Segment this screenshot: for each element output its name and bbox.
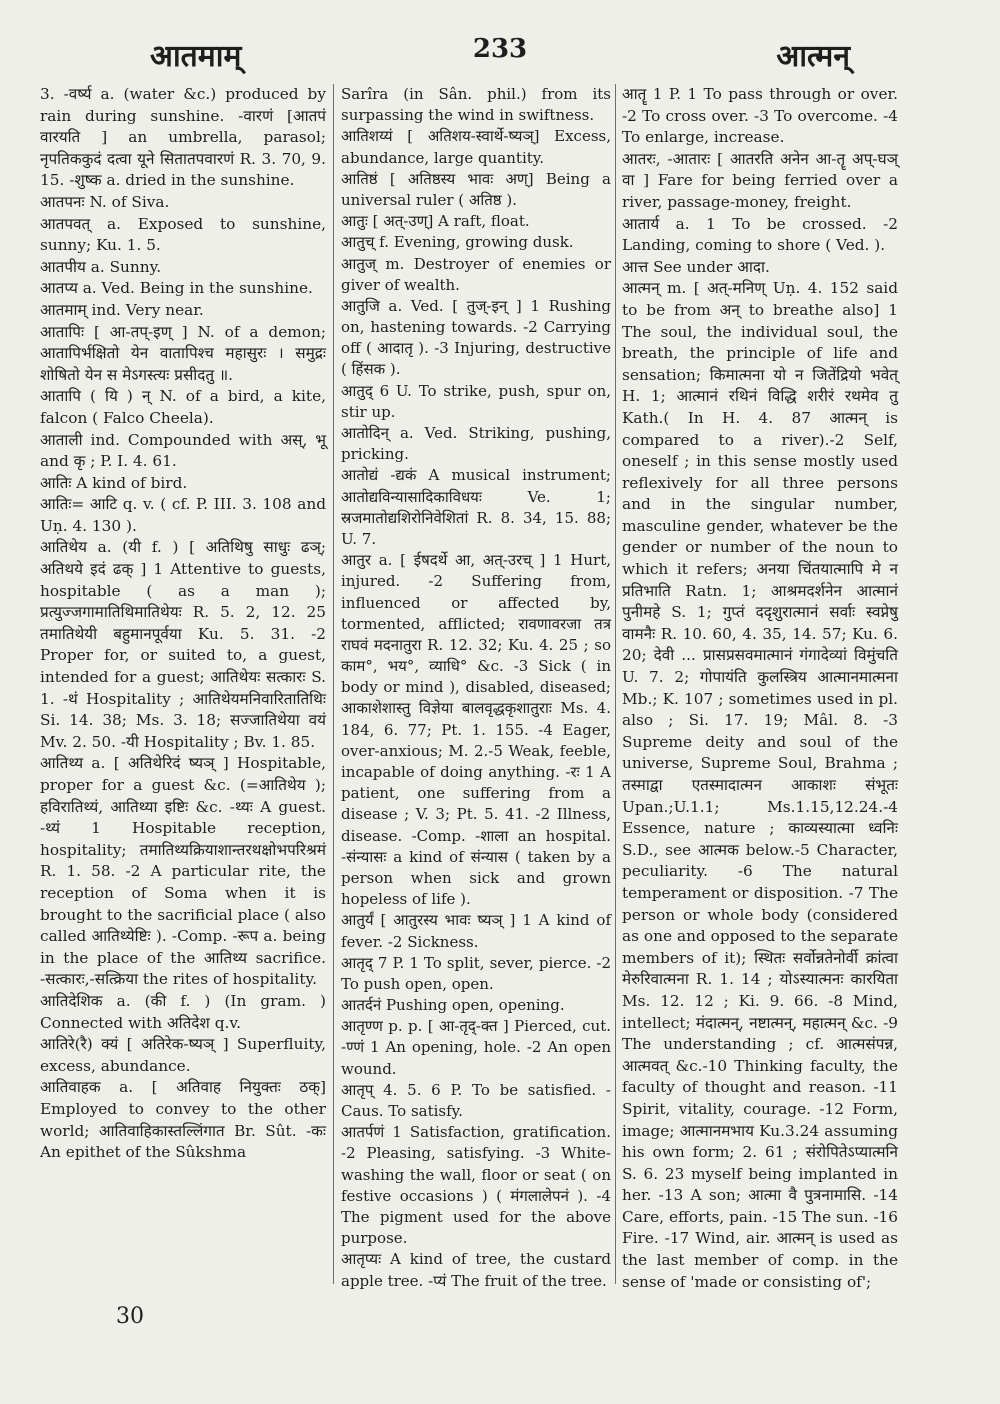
dictionary-entry: आतिदेशिक a. (की f. ) (In gram. ) Connected with अतिदेश q.v. [40,991,326,1032]
dictionary-entry: आत्मन् m. [ अत्-मनिण् Uṇ. 4. 152 said to be from अन् to breathe also] 1 The soul, the individual soul, the breath, the principle of life and sensation; किमात्मना यो न जितेंद्रियो भवेत् H. 1; आत्मानं रथिनं विद्धि शरीरं रथमेव तु Kath.( In H. 4. 87 आत्मन् is compared to a river).-2 Self, oneself ; in this sense mostly used reflexively for all three persons and in the singular number, masculine gender, whatever be the gender or number of the noun to which it refers; अनया चिंतयात्मापि मे न प्रतिभाति Ratn. 1; आश्रमदर्शनेन आत्मानं पुनीमहे S. 1; गुप्तं ददृशुरात्मानं सर्वाः स्वप्नेषु वामनैः R. 10. 60, 4. 35, 14. 57; Ku. 6. 20; देवी ... प्रासप्रसवमात्मानं गंगादेव्यां विमुंचति U. 7. 2; गोपायंति कुलस्त्रिय आत्मानमात्मना Mb.; K. 107 ; sometimes used in pl. also ; Si. 17. 19; Mâl. 8. -3 Supreme deity and soul of the universe, Supreme Soul, Brahma ; तस्माद्वा एतस्मादात्मन आकाशः संभूतः Upan.;U.1.1; Ms.1.15,12.24.-4 Essence, nature ; काव्यस्यात्मा ध्वनिः S.D., see आत्मक below.-5 Character, peculiarity. -6 The natural temperament or disposition. -7 The person or whole body (considered as one and opposed to the separate members of it); स्थितः सर्वोन्नतेनोर्वी क्रांत्वा मेरुरिवात्मना R. 1. 14 ; योऽस्यात्मनः कारयिता Ms. 12. 12 ; Ki. 9. 66. -8 Mind, intellect; मंदात्मन्, नष्टात्मन्, महात्मन् &c. -9 The understanding ; cf. आत्मसंपन्न, आत्मवत् &c.-10 Thinking faculty, the faculty of thought and reason. -11 Spirit, vitality, courage. -12 Form, image; आत्मानमभाय Ku.3.24 assuming his own form; 2. 61 ; संरोपितेऽप्यात्मनि S. 6. 23 myself being implanted in her. -13 A son; आत्मा वै पुत्रनामासि. -14 Care, efforts, pain. -15 The sun. -16 Fire. -17 Wind, air. आत्मन् is used as the last member of comp. in the sense of 'made or consisting of'; [622,279,898,1291]
dictionary-entry: आतपीय a. Sunny. [40,257,162,276]
dictionary-entry: आतृद् 7 P. 1 To split, sever, pierce. -2 To push open, open. [341,953,611,993]
page-number: 233 [472,34,528,64]
dictionary-entry: आतापि ( यि ) न् N. of a bird, a kite, falcon ( Falco Cheela). [40,387,326,427]
column-divider-1 [333,84,334,1284]
dictionary-entry: आतोद्यं -द्यकं A musical instrument; आतोद्यविन्यासादिकाविधयः Ve. 1; स्रजमातोद्यशिरोनिवेशितां R. 8. 34, 15. 88; U. 7. [341,466,611,548]
column-3 [622,84,898,1293]
dictionary-entry: आतृप्यः A kind of tree, the custard apple tree. -प्यं The fruit of the tree. [341,1250,611,1290]
dictionary-entry: Sarîra (in Sân. phil.) from its surpassing the wind in swiftness. [341,85,611,125]
dictionary-entry: आतुद् 6 U. To strike, push, spur on, stir up. [341,381,611,421]
dictionary-entry: आतप्य a. Ved. Being in the sunshine. [40,279,313,298]
dictionary-entry: आतिवाहक a. [ अतिवाह नियुक्तः ठक्] Employed to convey to the other world; आतिवाहिकास्तल्लिंगात Br. Sût. -कः An epithet of the Sûkshma [40,1078,326,1162]
right-guide-word: आत्मन् [776,39,850,74]
dictionary-entry: आतुज् m. Destroyer of enemies or giver of wealth. [341,254,611,294]
dictionary-entry: आतपनः N. of Siva. [40,192,170,211]
dictionary-entry: आत्त See under आदा. [622,257,770,276]
dictionary-entry: आतर्पणं 1 Satisfaction, gratification. -2 Pleasing, satisfying. -3 White-washing the wall, floor or seat ( on festive occasions ) ( मंगलालेपनं ). -4 The pigment used for the above purpose. [341,1123,611,1248]
dictionary-entry: आतुर्यं [ आतुरस्य भावः ष्यञ् ] 1 A kind of fever. -2 Sickness. [341,911,611,951]
dictionary-entry: आतुच् f. Evening, growing dusk. [341,233,574,252]
dictionary-entry: आतिरे(रै) क्यं [ अतिरेक-ष्यञ् ] Superfluity, excess, abundance. [40,1035,326,1075]
left-guide-word: आतमाम् [150,39,242,74]
dictionary-entry: आतार्य a. 1 To be crossed. -2 Landing, coming to shore ( Ved. ). [622,214,898,255]
dictionary-entry: आतिथेय a. (यी f. ) [ अतिथिषु साधुः ढञ्; अतिथये इदं ढक् ] 1 Attentive to guests, hospitable ( as a man ); प्रत्युज्जगामातिथिमातिथेयः R. 5. 2, 12. 25 तमातिथेयी बहुमानपूर्वया Ku. 5. 31. -2 Proper for, or suited to, a guest, intended for a guest; आतिथेयः सत्कारः S. 1. -थं Hospitality ; आतिथेयमनिवारितातिथिः Si. 14. 38; Ms. 3. 18; सज्जातिथेया वयं Mv. 2. 50. -यी Hospitality ; Bv. 1. 85. [40,538,326,751]
dictionary-entry: आतपवत् a. Exposed to sunshine, sunny; Ku. 1. 5. [40,214,326,255]
dictionary-entry: आतापिः [ आ-तप्-इण् ] N. of a demon; आतापिर्भक्षितो येन वातापिश्च महासुरः । समुद्रः शोषितो येन स मेऽगस्त्यः प्रसीदतु ॥. [40,322,326,384]
dictionary-entry: आतुजि a. Ved. [ तुज्-इन् ] 1 Rushing on, hastening towards. -2 Carrying off ( आदातृ ). -3 Injuring, destructive ( हिंसक ). [341,296,611,379]
dictionary-entry: आतुः [ अत्-उण्] A raft, float. [341,212,530,231]
dictionary-entry: आतर्दनं Pushing open, opening. [341,996,565,1015]
dictionary-entry: आतिथ्य a. [ अतिथेरिदं ष्यञ् ] Hospitable, proper for a guest &c. (=आतिथेय ); हविरातिथ्यं, आतिथ्या इष्टिः &c. -थ्यः A guest. -थ्यं 1 Hospitable reception, hospitality; तमातिथ्यक्रियाशान्तरथक्षोभपरिश्रमं R. 1. 58. -2 A particular rite, the reception of Soma when it is brought to the sacrificial place ( also called आतिथ्येष्टिः ). -Comp. -रूप a. being in the place of the आतिथ्य sacrifice. -सत्कारः,-सत्क्रिया the rites of hospitality. [40,754,326,989]
dictionary-entry: आतरः, -आतारः [ आतरति अनेन आ-तॄ अप्-घञ् वा ] Fare for being ferried over a river, passage-money, freight. [622,149,898,211]
dictionary-entry: आतोदिन् a. Ved. Striking, pushing, pricking. [341,424,611,464]
signature-mark: 30 [116,1304,144,1329]
page-header [150,28,850,74]
dictionary-entry: आतॄ 1 P. 1 To pass through or over. -2 To cross over. -3 To overcome. -4 To enlarge, increase. [622,85,898,147]
column-divider-2 [615,84,616,1284]
dictionary-entry: आतमाम् ind. Very near. [40,300,204,319]
dictionary-entry: आतृण्ण p. p. [ आ-तृद्-क्त ] Pierced, cut. -ण्णं 1 An opening, hole. -2 An open wound. [341,1017,611,1078]
dictionary-entry: आतुर a. [ ईषदर्थे आ, अत्-उरच् ] 1 Hurt, injured. -2 Suffering from, influenced or affected by, tormented, afflicted; रावणावरजा तत्र राघवं मदनातुरा R. 12. 32; Ku. 4. 25 ; so काम°, भय°, व्याधि° &c. -3 Sick ( in body or mind ), disabled, diseased; आकाशेशास्तु विज्ञेया बालवृद्धकृशातुराः Ms. 4. 184, 6. 77; Pt. 1. 155. -4 Eager, over-anxious; M. 2.-5 Weak, feeble, incapable of doing anything. -रः 1 A patient, one suffering from a disease ; V. 3; Pt. 5. 41. -2 Illness, disease. -Comp. -शाला an hospital. -संन्यासः a kind of संन्यास ( taken by a person when sick and grown hopeless of life ). [341,551,611,909]
dictionary-entry: आतिः= आटि q. v. ( cf. P. III. 3. 108 and Uṇ. 4. 130 ). [40,495,326,535]
dictionary-entry: आतिष्ठं [ अतिष्ठस्य भावः अण्] Being a universal ruler ( अतिष्ठ ). [341,169,611,209]
dictionary-entry: आतिः A kind of bird. [40,473,188,492]
column-2 [341,84,611,1292]
dictionary-entry: आताली ind. Compounded with अस्, भू and कृ ; P. I. 4. 61. [40,430,326,471]
dictionary-entry: आतिशय्यं [ अतिशय-स्वार्थे-ष्यञ्] Excess, abundance, large quantity. [341,127,611,167]
dictionary-entry: 3. -वर्ष्य a. (water &c.) produced by rain during sunshine. -वारणं [आतपं वारयति ] an umbrella, parasol; नृपतिककुदं दत्वा यूने सितातपवारणं R. 3. 70, 9. 15. -शुष्क a. dried in the sunshine. [40,85,326,190]
column-1 [40,84,326,1164]
dictionary-entry: आतृप् 4. 5. 6 P. To be satisfied. -Caus. To satisfy. [341,1080,611,1120]
